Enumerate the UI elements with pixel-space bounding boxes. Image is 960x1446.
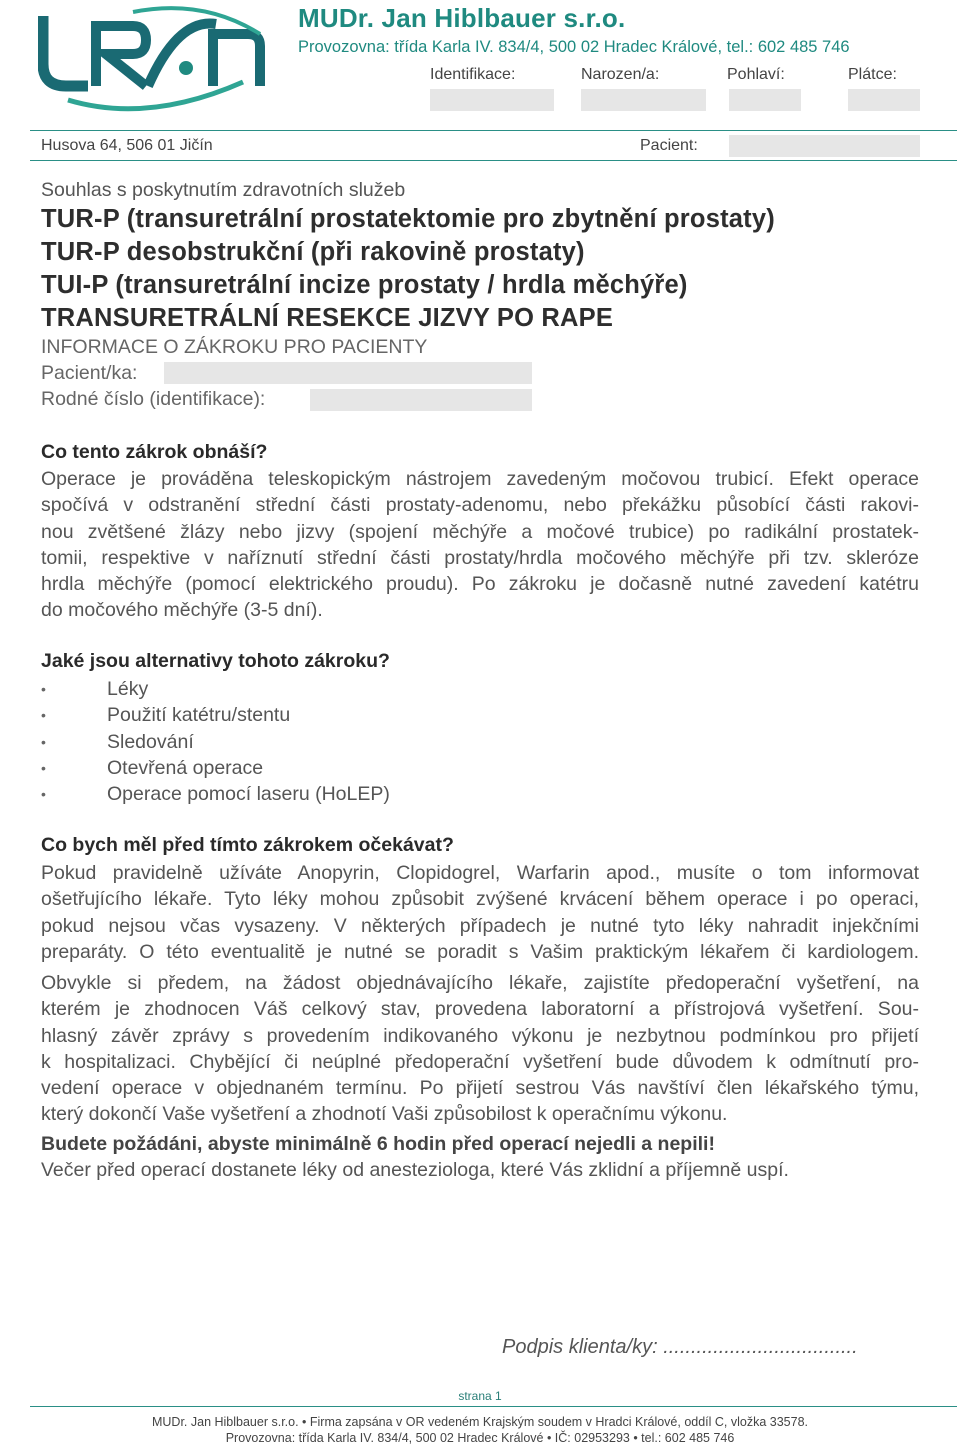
expect-line: pokud nejsou včas vysazeny. V některých případech je nutné tyto léky nahradit injekčními <box>41 914 919 937</box>
what-line: hrdla měchýře (pomocí elektrického proudu). Po zákroku je dočasně nutné zavedení katétru <box>41 573 919 596</box>
company-address: Provozovna: třída Karla IV. 834/4, 500 02 Hradec Králové, tel.: 602 485 746 <box>298 38 850 56</box>
identification-field[interactable] <box>430 89 554 111</box>
patient-field[interactable] <box>729 135 920 157</box>
payer-label: Plátce: <box>848 66 897 83</box>
expect-paragraph-1 <box>41 860 919 965</box>
list-item: • Operace pomocí laseru (HoLEP) <box>41 783 390 806</box>
expect-line: Pokud pravidelně užíváte Anopyrin, Clopidogrel, Warfarin apod., musíte o tom informovat <box>41 862 919 884</box>
patient-name-field[interactable] <box>164 362 532 384</box>
document-subtitle: Souhlas s poskytnutím zdravotních služeb <box>41 179 406 201</box>
alternatives-heading: Jaké jsou alternativy tohoto zákroku? <box>41 650 390 672</box>
patient-label: Pacient: <box>640 137 698 154</box>
company-name: MUDr. Jan Hiblbauer s.r.o. <box>298 3 626 33</box>
what-heading: Co tento zákrok obnáší? <box>41 441 268 463</box>
footer-divider <box>30 1406 957 1407</box>
header-divider-bottom <box>30 160 957 161</box>
expect-line: k hospitalizaci. Chybějící či neúplné předoperační vyšetření bude důvodem k odmítnutí pro- <box>41 1050 919 1073</box>
footer-address-line: Provozovna: třída Karla IV. 834/4, 500 02 Hradec Králové • IČ: 02953293 • tel.: 602 485 746 <box>225 1431 735 1445</box>
birth-number-field[interactable] <box>310 389 532 411</box>
payer-field[interactable] <box>848 89 920 111</box>
alternatives-list <box>41 676 390 807</box>
what-paragraph <box>41 466 919 624</box>
expect-line: preparáty. O této eventualitě je nutné se poradit s Vašim praktickým lékařem či kardiologem. <box>41 940 919 963</box>
born-label: Narozen/a: <box>581 66 660 83</box>
what-line: nou zvětšené žlázy nebo jizvy (spojení měchýře a močové trubice) po radikální prostatek- <box>41 520 919 543</box>
document-title-4: TRANSURETRÁLNÍ RESEKCE JIZVY PO RAPE <box>41 304 614 332</box>
gender-field[interactable] <box>729 89 801 111</box>
expect-line: hlasný závěr zprávy s provedením indikovaného výkonu je nezbytnou podmínkou pro přijetí <box>41 1024 919 1047</box>
what-line: do močového měchýře (3-5 dní). <box>41 599 323 622</box>
expect-line: ošetřujícího lékaře. Tyto léky mohou způsobit zvýšené krvácení během operace i po operaci, <box>41 888 919 911</box>
list-item: • Otevřená operace <box>41 756 264 779</box>
patient-name-label: Pacient/ka: <box>41 362 138 384</box>
expect-line: kterém je zhodnocen Váš celkový stav, provedena laboratorní a přístrojová vyšetření. Sou- <box>41 998 919 1021</box>
list-item: • Sledování <box>41 730 194 753</box>
fasting-warning: Budete požádáni, abyste minimálně 6 hodin před operací nejedli a nepili! <box>41 1133 715 1155</box>
what-line: tomii, respektive v naříznutí střední části prostaty/hrdla močového měchýře při tzv. skleróze <box>41 546 919 569</box>
list-item: • Použití katétru/stentu <box>41 704 291 727</box>
bullet-icon: • <box>41 681 46 697</box>
list-item: • Léky <box>41 678 149 700</box>
identification-label: Identifikace: <box>430 66 516 83</box>
gender-label: Pohlaví: <box>727 66 785 83</box>
info-heading: INFORMACE O ZÁKROKU PRO PACIENTY <box>41 336 428 358</box>
expect-paragraph-2 <box>41 970 919 1128</box>
signature-line[interactable]: Podpis klienta/ky: ................................... <box>502 1336 858 1358</box>
anesthesia-note: Večer před operací dostanete léky od anesteziologa, které Vás zklidní a příjemně uspí. <box>41 1159 789 1181</box>
bullet-icon: • <box>41 786 46 803</box>
expect-line: Obvykle si předem, na žádost objednávajícího lékaře, zajistíte předoperační vyšetření, na <box>41 972 919 994</box>
expect-line: vedení operace v objednaném termínu. Po přijetí sestrou Vás navštíví člen lékařského týmu, <box>41 1077 919 1100</box>
expect-line: který dokončí Vaše vyšetření a zhodnotí Vaši způsobilost k operačnímu výkonu. <box>41 1103 728 1126</box>
document-title-3: TUI-P (transuretrální incize prostaty / hrdla měchýře) <box>41 271 688 299</box>
bullet-icon: • <box>41 759 46 776</box>
birth-number-label: Rodné číslo (identifikace): <box>41 388 266 410</box>
uran-logo <box>38 6 268 112</box>
header-divider-top <box>30 130 957 131</box>
document-title-2: TUR-P desobstrukční (při rakovině prostaty) <box>41 238 585 266</box>
document-title-1: TUR-P (transuretrální prostatektomie pro zbytnění prostaty) <box>41 205 775 233</box>
clinic-address: Husova 64, 506 01 Jičín <box>41 137 213 154</box>
what-line: spočívá v odstranění střední části prostaty-adenomu, nebo překážku působící části rakovi- <box>41 494 919 517</box>
bullet-icon: • <box>41 733 46 750</box>
what-line: Operace je prováděna teleskopickým nástrojem zavedeným močovou trubicí. Efekt operace <box>41 468 919 490</box>
page-number: strana 1 <box>458 1389 502 1403</box>
bullet-icon: • <box>41 707 46 724</box>
footer-company-line: MUDr. Jan Hiblbauer s.r.o. • Firma zapsána v OR vedeném Krajským soudem v Hradci Králové, oddíl C, vložka 33578. <box>151 1415 809 1429</box>
born-field[interactable] <box>581 89 706 111</box>
expect-heading: Co bych měl před tímto zákrokem očekávat? <box>41 834 454 856</box>
